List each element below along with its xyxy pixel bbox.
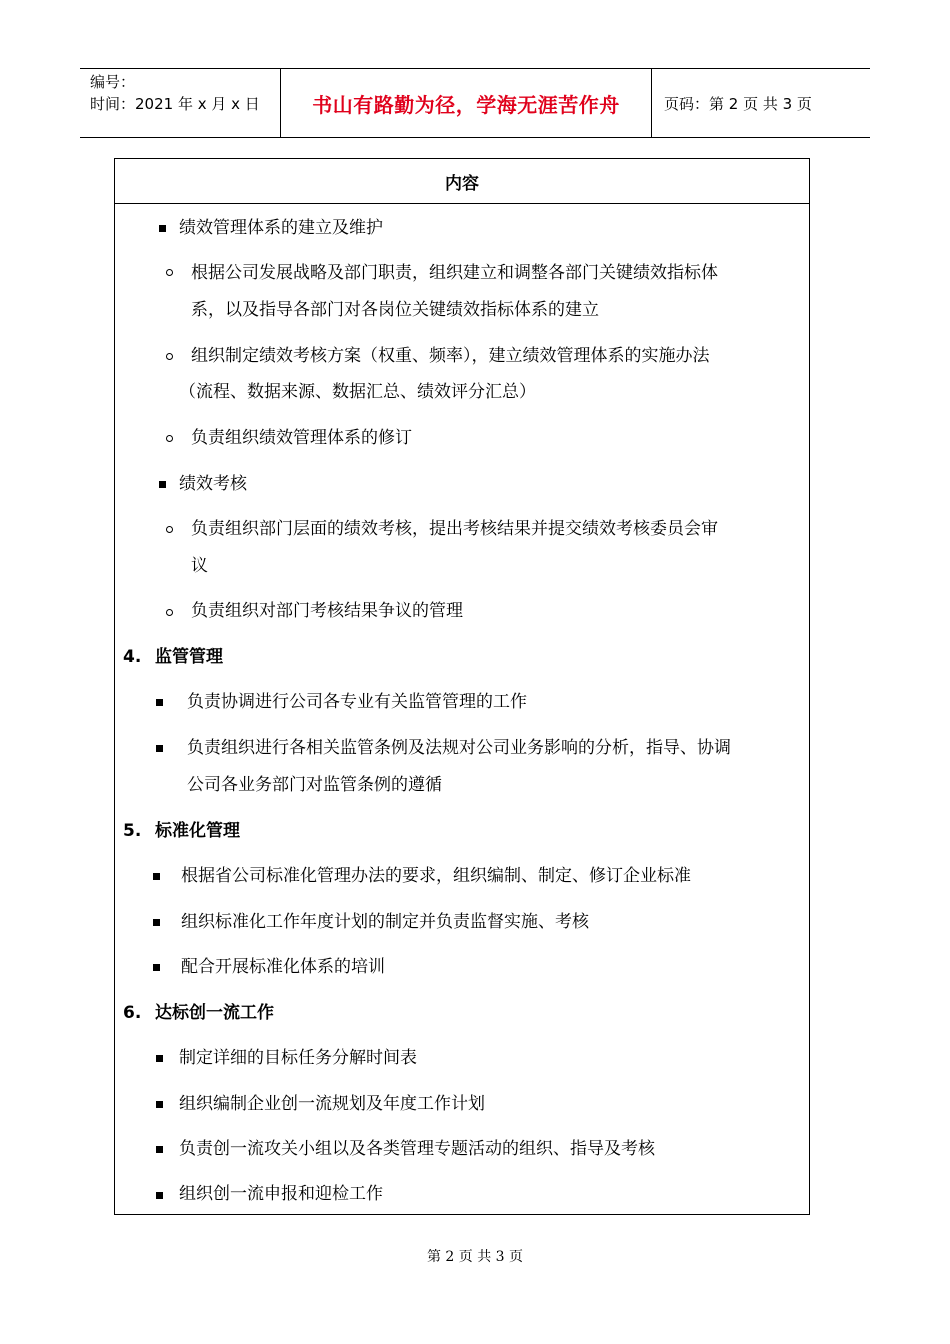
list-item: 负责组织对部门考核结果争议的管理 — [191, 601, 463, 621]
content-heading: 内容 — [115, 159, 809, 204]
list-item: 绩效考核 — [179, 474, 247, 494]
section-title: 标准化管理 — [155, 821, 240, 841]
square-bullet-icon — [156, 1146, 163, 1153]
circle-bullet-icon — [166, 353, 173, 360]
square-bullet-icon — [156, 699, 163, 706]
header-meta — [90, 71, 285, 115]
list-item: 组织创一流申报和迎检工作 — [179, 1184, 383, 1204]
list-item: 根据公司发展战略及部门职责，组织建立和调整各部门关键绩效指标体 — [191, 263, 718, 283]
list-item: 配合开展标准化体系的培训 — [181, 957, 385, 977]
list-item: 负责创一流攻关小组以及各类管理专题活动的组织、指导及考核 — [179, 1139, 655, 1159]
section-title: 监管管理 — [155, 647, 223, 667]
square-bullet-icon — [156, 1192, 163, 1199]
square-bullet-icon — [153, 964, 160, 971]
list-item: 组织制定绩效考核方案（权重、频率），建立绩效管理体系的实施办法 — [191, 346, 710, 366]
square-bullet-icon — [156, 745, 163, 752]
section-number: 6. — [123, 1003, 142, 1023]
square-bullet-icon — [156, 1101, 163, 1108]
header-page-indicator: 页码：第 2 页 共 3 页 — [664, 94, 812, 113]
list-item: 根据省公司标准化管理办法的要求，组织编制、制定、修订企业标准 — [181, 866, 691, 886]
square-bullet-icon — [156, 1055, 163, 1062]
circle-bullet-icon — [166, 609, 173, 616]
page-footer: 第 2 页 共 3 页 — [426, 1249, 524, 1265]
content-table — [114, 158, 810, 1215]
section-number: 4. — [123, 647, 142, 667]
header-divider — [651, 69, 652, 137]
section-title: 达标创一流工作 — [155, 1003, 274, 1023]
list-item: 负责组织绩效管理体系的修订 — [191, 428, 412, 448]
list-item-continuation: 议 — [191, 556, 208, 576]
list-item: 组织标准化工作年度计划的制定并负责监督实施、考核 — [181, 912, 589, 932]
circle-bullet-icon — [166, 435, 173, 442]
list-item-continuation: 公司各业务部门对监管条例的遵循 — [187, 775, 442, 795]
page-header — [80, 68, 870, 138]
square-bullet-icon — [159, 225, 166, 232]
document-date: 时间：2021 年 x 月 x 日 — [90, 95, 260, 113]
circle-bullet-icon — [166, 526, 173, 533]
section-number: 5. — [123, 821, 142, 841]
square-bullet-icon — [153, 873, 160, 880]
list-item: 负责协调进行公司各专业有关监管管理的工作 — [187, 692, 527, 712]
list-item: 组织编制企业创一流规划及年度工作计划 — [179, 1094, 485, 1114]
square-bullet-icon — [153, 919, 160, 926]
list-item-continuation: （流程、数据来源、数据汇总、绩效评分汇总） — [179, 382, 536, 402]
list-item: 绩效管理体系的建立及维护 — [179, 218, 383, 238]
list-item: 负责组织进行各相关监管条例及法规对公司业务影响的分析，指导、协调 — [187, 738, 731, 758]
list-item: 制定详细的目标任务分解时间表 — [179, 1048, 417, 1068]
circle-bullet-icon — [166, 269, 173, 276]
square-bullet-icon — [159, 481, 166, 488]
document-number-label: 编号： — [90, 73, 136, 91]
list-item: 负责组织部门层面的绩效考核，提出考核结果并提交绩效考核委员会审 — [191, 519, 718, 539]
list-item-continuation: 系，以及指导各部门对各岗位关键绩效指标体系的建立 — [191, 300, 599, 320]
header-motto: 书山有路勤为径，学海无涯苦作舟 — [312, 92, 620, 117]
